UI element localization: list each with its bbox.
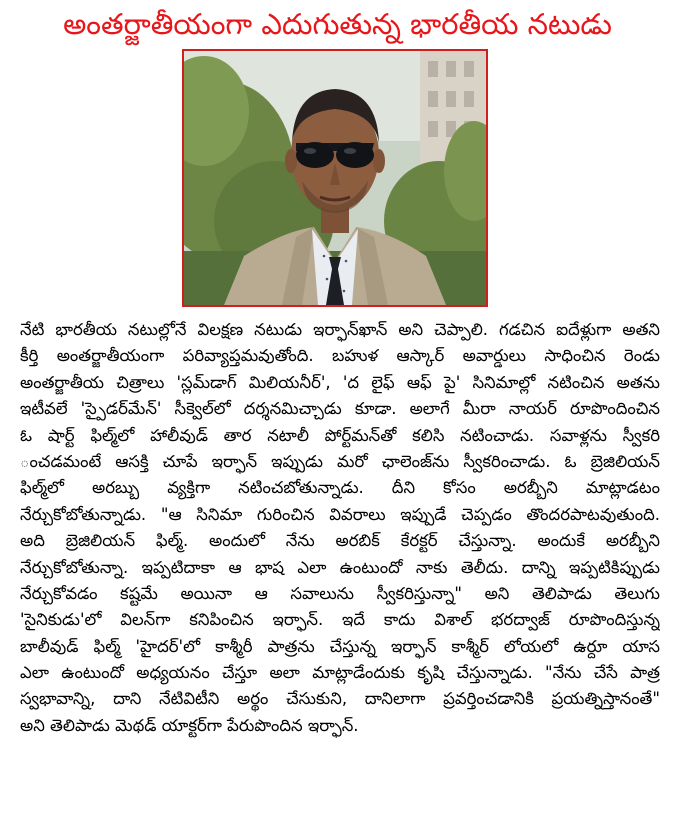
article-line: నేటి భారతీయ నటుల్లోనే విలక్షణ నటుడు ఇర్ఫాన్‌ఖాన్ అని చెప్పాలి. గడచిన ఐదేళ్లుగా అతని — [20, 320, 660, 339]
article-line: బాలీవుడ్ ఫిల్మ్ 'హైదర్'లో కాశ్మీరీ పాత్రను చేస్తున్న ఇర్ఫాన్ కాశ్మీర్ లోయలో ఉర్దూ యాస — [20, 636, 660, 656]
article-line: అని తెలిపాడు మెథడ్ యాక్టర్‌గా పేరుపొందిన ఇర్ఫాన్. — [20, 715, 359, 735]
article-line: ంచడమంటే ఆసక్తి చూపే ఇర్ఫాన్ ఇప్పుడు మరో ఛాలెంజ్‌ను స్వీకరించాడు. ఓ బ్రెజిలియన్ — [20, 451, 660, 471]
article-line: ఇటీవలే 'స్పైడర్‌మేన్' సీక్వెల్‌లో దర్శనమిచ్చాడు కూడా. అలాగే మీరా నాయర్ రూపొందించిన — [20, 399, 660, 419]
actor-portrait-image — [184, 51, 486, 305]
article-line: స్వభావాన్ని, దాని నేటివిటీని అర్థం చేసుకుని, దానిలాగా ప్రవర్తించడానికి ప్రయత్నిస్తానంతే" — [20, 689, 660, 709]
article-line: నేర్చుకోబోతున్నా. ఇప్పటిదాకా ఆ భాష ఎలా ఉంటుందో నాకు తెలీదు. దాన్ని ఇప్పటికిప్పుడు — [20, 557, 660, 577]
article-line: కీర్తి అంతర్జాతీయంగా పరివ్యాప్తమవుతోంది. బహుళ ఆస్కార్ అవార్డులు సాధించిన రెండు — [20, 346, 660, 366]
article-line: ఎలా ఉంటుందో అధ్యయనం చేస్తూ అలా మాట్లాడేందుకు కృషి చేస్తున్నాడు. "నేను చేసే పాత్ర — [20, 663, 660, 683]
article-line: ఫిల్మ్‌లో అరబ్బు వ్యక్తిగా నటించబోతున్నాడు. దీని కోసం అరబ్బీని మాట్లాడటం — [20, 478, 660, 498]
headline: అంతర్జాతీయంగా ఎదుగుతున్న భారతీయ నటుడు — [63, 7, 612, 41]
article-line: నేర్చుకోబోతున్నాడు. "ఆ సినిమా గురించిన వివరాలు ఇప్పుడే చెప్పడం తొందరపాటవుతుంది. — [20, 504, 660, 524]
article-line: అంతర్జాతీయ చిత్రాలు 'స్లమ్‌డాగ్ మిలియనీర్', 'ద లైఫ్ ఆఫ్ పై' సినిమాల్లో నటించిన అతను — [20, 372, 660, 392]
article-line: 'సైనికుడు'లో విలన్‌గా కనిపించిన ఇర్ఫాన్. ఇదే కాదు విశాల్ భరద్వాజ్ రూపొందిస్తున్న — [20, 610, 660, 630]
actor-photo — [182, 49, 488, 307]
article-line: నేర్చుకోవడం కష్టమే అయినా ఆ సవాలును స్వీకరిస్తున్నా" అని తెలిపాడు తెలుగు — [20, 583, 660, 603]
article-line: ఓ షార్ట్ ఫిల్మ్‌లో హాలీవుడ్ తార నటాలీ పోర్ట్‌మన్‌తో కలిసి నటించాడు. సవాళ్లను స్వీకరి — [20, 425, 660, 445]
article-body — [20, 317, 660, 739]
article-line: అది బ్రెజిలియన్ ఫిల్మ్. అందులో నేను అరబిక్ కేరక్టర్ చేస్తున్నా. అందుకే అరబ్బీని — [20, 531, 660, 551]
